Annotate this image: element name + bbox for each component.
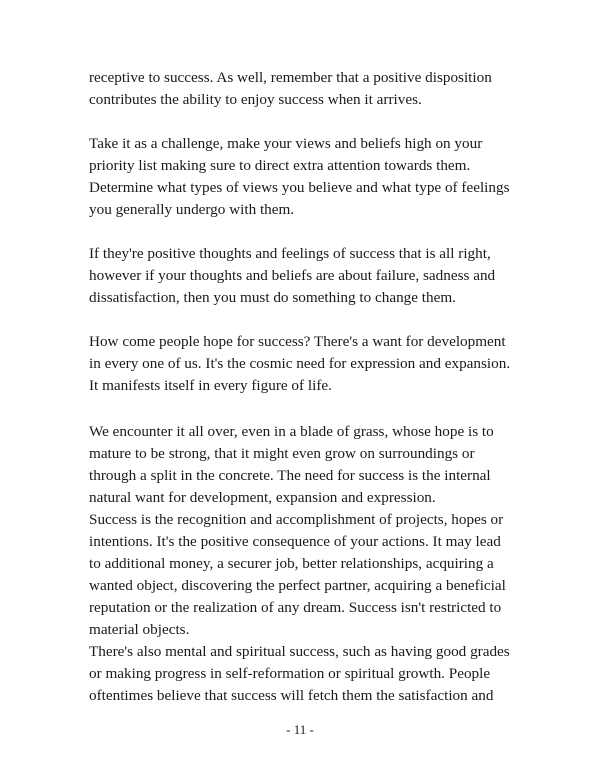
text-line: Success is the recognition and accomplishment of projects, hopes or [89,511,504,528]
text-line: It manifests itself in every figure of life. [89,377,332,395]
page-number: - 11 - [286,722,314,737]
text-line: If they're positive thoughts and feelings of success that is all right, [89,245,491,262]
text-line: in every one of us. It's the cosmic need for expression and expansion. [89,355,511,373]
text-line: reputation or the realization of any dream. Success isn't restricted to [89,599,502,617]
text-line: natural want for development, expansion and expression. [89,489,436,507]
text-line: priority list making sure to direct extra attention towards them. [89,157,471,175]
paragraph-7 [89,641,510,707]
text-line: oftentimes believe that success will fetch them the satisfaction and [89,687,494,705]
text-line: Take it as a challenge, make your views and beliefs high on your [89,135,483,152]
text-line: you generally undergo with them. [89,201,295,219]
paragraph-3 [89,243,495,309]
text-line: dissatisfaction, then you must do something to change them. [89,289,456,307]
text-line: We encounter it all over, even in a blade of grass, whose hope is to [89,423,494,440]
text-line: however if your thoughts and beliefs are about failure, sadness and [89,267,496,285]
text-line: wanted object, discovering the perfect partner, acquiring a beneficial [89,577,506,595]
text-line: intentions. It's the positive consequence of your actions. It may lead [89,533,501,551]
text-line: receptive to success. As well, remember that a positive disposition [89,69,492,86]
paragraph-2 [89,133,509,221]
paragraph-6 [89,509,506,642]
text-line: to additional money, a securer job, better relationships, acquiring a [89,555,494,573]
text-line: through a split in the concrete. The need for success is the internal [89,467,491,485]
text-line: mature to be strong, that it might even grow on surroundings or [89,445,475,463]
text-line: material objects. [89,621,190,639]
text-line: or making progress in self-reformation or spiritual growth. People [89,665,491,683]
paragraph-1 [89,67,492,111]
paragraph-5 [89,421,494,509]
text-line: contributes the ability to enjoy success when it arrives. [89,91,422,109]
paragraph-4 [89,331,510,397]
text-line: How come people hope for success? There's a want for development [89,333,506,350]
text-line: There's also mental and spiritual success, such as having good grades [89,643,510,660]
text-line: Determine what types of views you believe and what type of feelings [89,179,510,197]
